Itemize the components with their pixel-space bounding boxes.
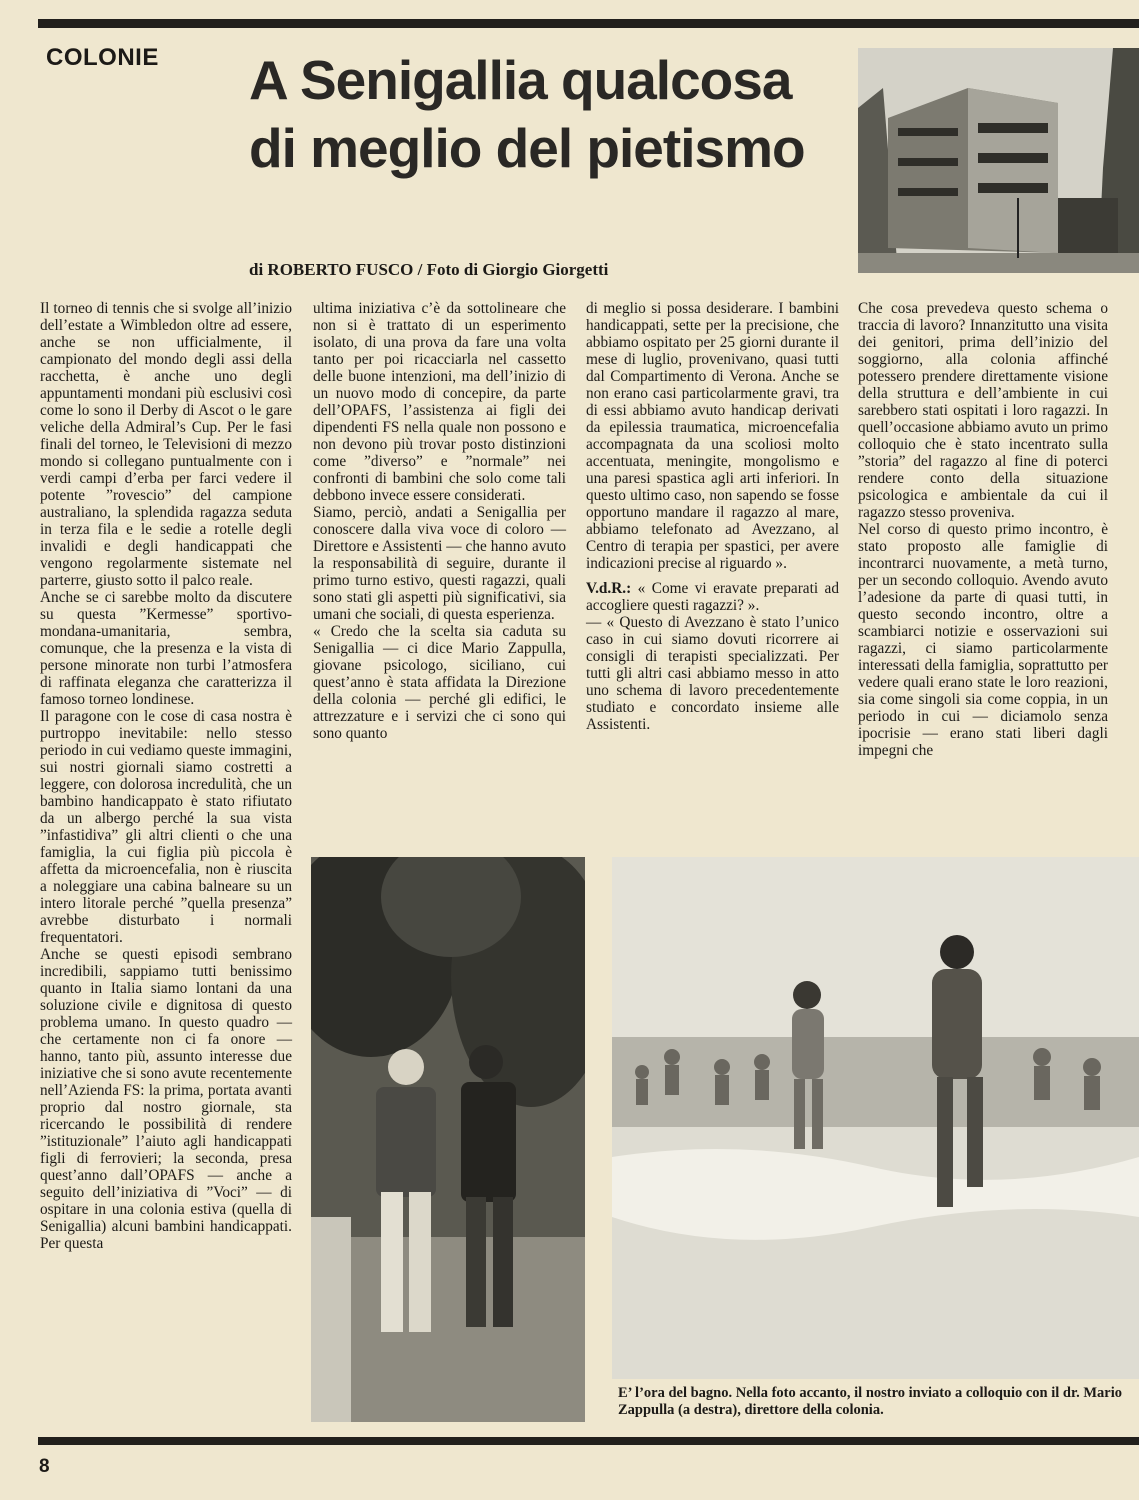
photo-caption: E’ l’ora del bagno. Nella foto accanto, il nostro inviato a colloquio con il dr. Mario Zappulla (a destra), direttore della colonia. [618,1385,1123,1418]
headline: A Senigallia qualcosa di meglio del pietismo [249,49,805,179]
beach-illustration [612,857,1139,1379]
paragraph: Anche se ci sarebbe molto da discutere su questa ”Kermesse” sportivo-mondana-umanitaria, sembra, comunque, che la presenza e la vista di persone minorate non turbi l’atmosfera di raffinata eleganza che caratterizza il famoso torneo londinese. [40,589,292,708]
paragraph: Il torneo di tennis che si svolge all’inizio dell’estate a Wimbledon oltre ad essere, anche se non ufficialmente, il campionato del mondo degli assi della racchetta, è anche uno degli appuntamenti mondani più esclusivi così come lo sono il Derby di Ascot o le gare veliche della Admiral’s Cup. Per le fasi finali del torneo, le Televisioni di mezzo mondo si collegano puntualmente con i verdi campi d’erba per farci vedere il potente ”rovescio” del campione australiano, la splendida ragazza seduta in terza fila e le sedie a rotelle degli invalidi e degli handicappati che vengono regolarmente sistemate nel parterre, giusto sotto il palco reale. [40,300,292,589]
walk-illustration [311,857,585,1422]
top-rule [38,19,1139,28]
building-photo [858,48,1139,273]
interview-question [586,580,839,614]
paragraph: Siamo, perciò, andati a Senigallia per conoscere dalla viva voce di coloro — Direttore e Assistenti — che hanno avuto la responsabilità di seguire, durante il primo turno estivo, questi ragazzi, quali sono stati gli aspetti più significativi, sia umani che sociali, di questa esperienza. [313,504,566,623]
article-column-3 [586,300,839,733]
paragraph: Nel corso di questo primo incontro, è stato proposto alle famiglie di incontrarci nuovamente, a metà turno, per un secondo colloquio. Avendo avuto l’adesione da parte di quasi tutti, in questo secondo incontro, oltre a scambiarci notizie e osservazioni sui ragazzi, ci siamo particolarmente interessati della famiglia, soprattutto per vedere quali erano state le loro reazioni, sia come singoli sia come coppia, in un periodo in cui — diciamolo senza ipocrisie — erano stati liberi dagli impegni che [858,521,1108,759]
section-label: COLONIE [46,44,159,71]
byline: di ROBERTO FUSCO / Foto di Giorgio Giorgetti [249,260,609,279]
interviewer-label: V.d.R.: [586,580,632,597]
paragraph: Il paragone con le cose di casa nostra è purtroppo inevitabile: nello stesso periodo in cui vediamo queste immagini, sui nostri giornali siamo costretti a leggere, con dolorosa incredulità, che un bambino handicappato è stato rifiutato da un albergo perché la sua vista ”infastidiva” gli altri clienti o che una famiglia, la cui figlia più piccola è affetta da microencefalia, non è riuscita a noleggiare una cabina balneare su un intero litorale perché ”quella presenza” avrebbe disturbato i normali frequentatori. [40,708,292,946]
article-column-2 [313,300,566,742]
bottom-rule [38,1437,1139,1445]
question-text: « Come vi eravate preparati ad accogliere questi ragazzi? ». [586,580,839,614]
paragraph: « Credo che la scelta sia caduta su Senigallia — ci dice Mario Zappulla, giovane psicologo, siciliano, cui quest’anno è stata affidata la Direzione della colonia — perché gli edifici, le attrezzature e i servizi che ci sono qui sono quanto [313,623,566,742]
paragraph: di meglio si possa desiderare. I bambini handicappati, sette per la precisione, che abbiamo ospitato per 25 giorni durante il mese di luglio, provenivano, quasi tutti dal Compartimento di Verona. Anche se non erano casi particolarmente gravi, tra di essi abbiamo avuto handicap derivati da epilessia traumatica, microencefalia accompagnata da una scoliosi molto accentuata, meningite, mongolismo e una paresi spastica agli arti inferiori. In questo ultimo caso, non sapendo se fosse opportuno mandare il ragazzo al mare, abbiamo telefonato ad Avezzano, al Centro di terapia per spastici, per avere indicazioni precise al riguardo ». [586,300,839,572]
paragraph: Che cosa prevedeva questo schema o traccia di lavoro? Innanzitutto una visita dei genitori, prima dell’inizio del soggiorno, alla colonia affinché potessero prendere direttamente visione della struttura e dell’ambiente in cui sarebbero stati ospitati i loro ragazzi. In quell’occasione abbiamo avuto un primo colloquio che è stato incentrato sulla ”storia” del ragazzo al fine di poterci rendere conto della situazione psicologica e ambientale da cui il ragazzo stesso proveniva. [858,300,1108,521]
article-column-4 [858,300,1108,759]
paragraph: — « Questo di Avezzano è stato l’unico caso in cui siamo dovuti ricorrere ai consigli di terapisti specializzati. Per tutti gli altri casi abbiamo messo in atto uno schema di lavoro precedentemente studiato e concordato insieme alle Assistenti. [586,614,839,733]
paragraph: ultima iniziativa c’è da sottolineare che non si è trattato di un esperimento isolato, di una prova da fare una volta tanto per poi ricacciarla nel cassetto delle buone intenzioni, ma dell’inizio di un nuovo modo di concepire, da parte dell’OPAFS, l’assistenza ai figli dei dipendenti FS nella quale non possono e non devono più trovar posto distinzioni come ”diverso” e ”normale” nei confronti di bambini che solo come tali debbono invece essere considerati. [313,300,566,504]
article-column-1 [40,300,292,1252]
paragraph: Anche se questi episodi sembrano incredibili, sappiamo tutti benissimo quanto in Italia siamo lontani da una soluzione civile e dignitosa di questo problema umano. In questo quadro — che certamente non ci fa onore — hanno, tanto più, assunto interesse due iniziative che si sono avute recentemente nell’Azienda FS: la prima, portata avanti proprio dal nostro giornale, sta ricercando le possibilità di rendere ”istituzionale” l’aiuto agli handicappati figli di ferrovieri; la seconda, presa quest’anno dall’OPAFS — anche a seguito dell’iniziativa di ”Voci” — di ospitare in una colonia estiva (quella di Senigallia) alcuni bambini handicappati. Per questa [40,946,292,1252]
beach-photo [612,857,1139,1379]
building-illustration [858,48,1139,273]
interview-walk-photo [311,857,585,1422]
page-number: 8 [39,1456,50,1477]
